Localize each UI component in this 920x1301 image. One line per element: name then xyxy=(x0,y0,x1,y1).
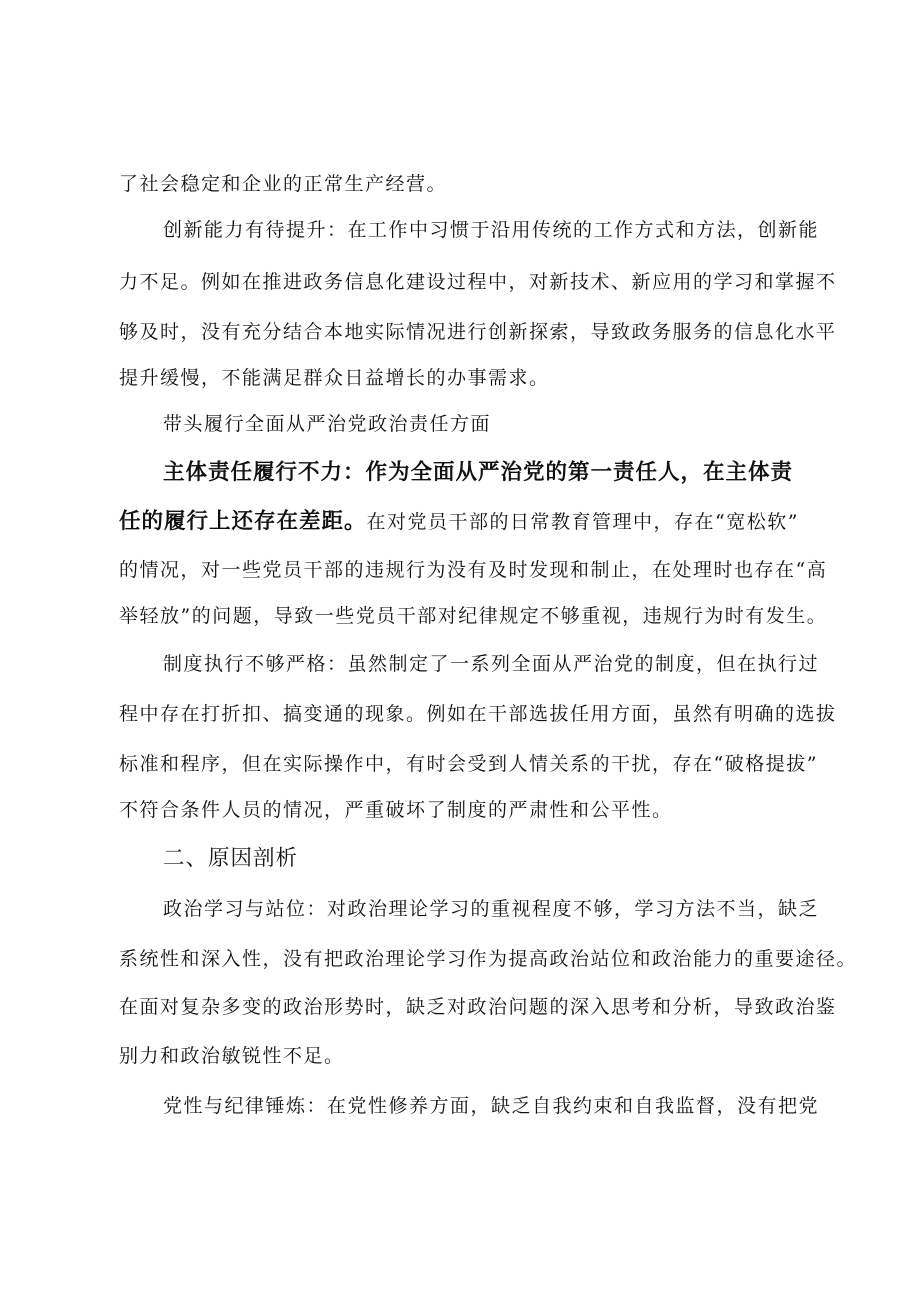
text-line-mixed xyxy=(119,510,814,534)
text-line: 的情况，对一些党员干部的违规行为没有及时发现和制止，在处理时也存在“高 xyxy=(119,559,828,581)
text-line: 在面对复杂多变的政治形势时，缺乏对政治问题的深入思考和分析，导致政治鉴 xyxy=(119,996,837,1018)
text-line: 举轻放”的问题，导致一些党员干部对纪律规定不够重视，违规行为时有发生。 xyxy=(119,605,828,627)
text-line: 够及时，没有充分结合本地实际情况进行创新探索，导致政务服务的信息化水平 xyxy=(119,321,837,343)
text-line: 了社会稳定和企业的正常生产经营。 xyxy=(119,173,448,195)
text-line: 标准和程序，但在实际操作中，有时会受到人情关系的干扰，存在“破格提拔” xyxy=(119,753,818,775)
text-line: 党性与纪律锤炼：在党性修养方面，缺乏自我约束和自我监督，没有把党 xyxy=(163,1095,820,1117)
text-line: 不符合条件人员的情况，严重破坏了制度的严肃性和公平性。 xyxy=(119,799,673,821)
text-line: 别力和政治敏锐性不足。 xyxy=(119,1045,345,1067)
section-heading: 二、原因剖析 xyxy=(163,846,299,871)
section-subheading: 带头履行全面从严治党政治责任方面 xyxy=(163,413,492,435)
text-line: 创新能力有待提升：在工作中习惯于沿用传统的工作方式和方法，创新能 xyxy=(163,219,820,241)
bold-run: 任的履行上还存在差距。 xyxy=(119,509,367,534)
text-line: 力不足。例如在推进政务信息化建设过程中，对新技术、新应用的学习和掌握不 xyxy=(119,271,837,293)
text-line: 程中存在打折扣、搞变通的现象。例如在干部选拔任用方面，虽然有明确的选拔 xyxy=(119,703,837,725)
text-line: 系统性和深入性，没有把政治理论学习作为提高政治站位和政治能力的重要途径。 xyxy=(119,948,858,970)
normal-run: 在对党员干部的日常教育管理中，存在“宽松软” xyxy=(366,511,799,533)
text-line: 制度执行不够严格：虽然制定了一系列全面从严治党的制度，但在执行过 xyxy=(163,653,820,675)
text-line: 提升缓慢，不能满足群众日益增长的办事需求。 xyxy=(119,367,550,389)
text-line: 政治学习与站位：对政治理论学习的重视程度不够，学习方法不当，缺乏 xyxy=(163,898,820,920)
text-line-bold: 主体责任履行不力：作为全面从严治党的第一责任人，在主体责 xyxy=(163,460,794,485)
